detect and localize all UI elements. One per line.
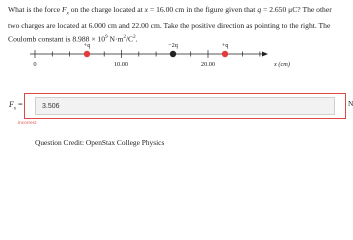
charge-label-3: +q — [221, 42, 229, 49]
exponent: 9 — [105, 34, 108, 40]
exponent: 2 — [133, 34, 136, 40]
answer-box — [24, 93, 346, 119]
question-text — [8, 4, 344, 45]
tick-label-0: 0 — [33, 61, 37, 68]
unit-label: N — [348, 99, 353, 108]
charge-label-2: −2q — [168, 42, 178, 49]
tick-label-10: 10.00 — [113, 61, 129, 68]
axis-label: x (cm) — [274, 61, 290, 68]
question-part: What is the force — [8, 5, 62, 14]
arrow-head-icon — [262, 52, 268, 57]
x-symbol: x — [144, 5, 148, 14]
question-part: /C — [125, 34, 134, 44]
question-part: on the charge located at — [68, 5, 145, 14]
answer-row — [8, 93, 353, 131]
tick-label-20: 20.00 — [200, 61, 216, 68]
charge-dot-3 — [222, 51, 228, 57]
question-part: . — [135, 34, 138, 44]
charge-dot-2 — [170, 51, 176, 57]
question-part: N·m — [107, 34, 124, 44]
incorrect-status: incorrect — [18, 120, 37, 125]
answer-label: $F_x$ = — [9, 100, 23, 112]
exponent: 2 — [123, 34, 126, 40]
question-part: = 2.650 μC? The other two charges are located at 6.000 cm and 22.00 cm. Take the positive direction as pointing to the right. The Coulomb constant is 8.988 × 10 — [8, 5, 332, 44]
charge-dot-1 — [84, 51, 90, 57]
answer-input[interactable] — [35, 97, 335, 115]
charge-figure — [0, 40, 350, 80]
question-part: = 16.00 cm in the figure given that — [148, 5, 258, 14]
q-symbol: q — [257, 5, 262, 14]
force-symbol: $F_x$ — [61, 5, 69, 17]
charge-label-1: +q — [83, 42, 91, 49]
question-credit: Question Credit: OpenStax College Physics — [35, 138, 165, 147]
number-line-svg — [0, 40, 350, 80]
